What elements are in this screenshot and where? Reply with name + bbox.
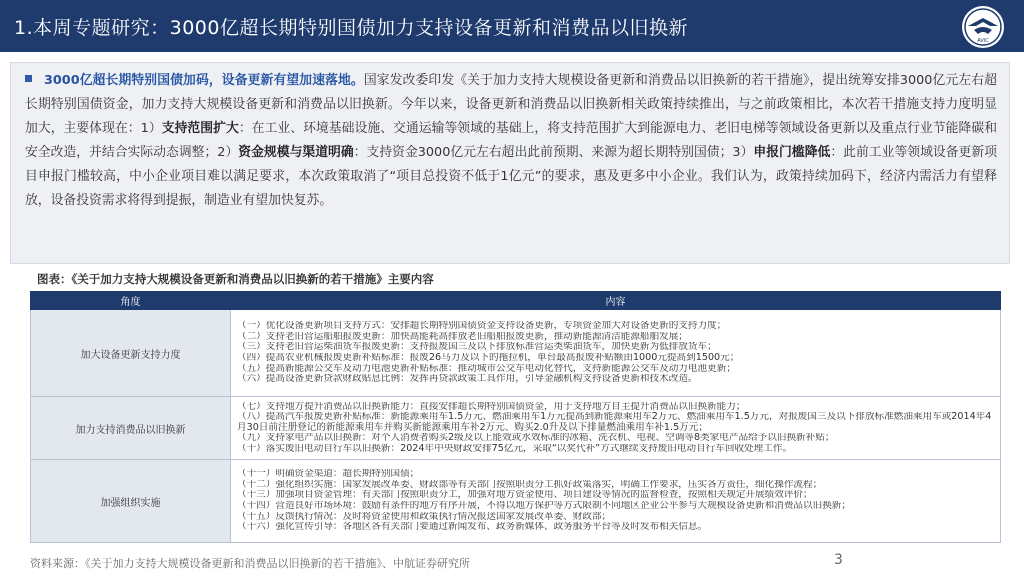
column-header-content: 内容: [231, 292, 1001, 310]
summary-text-1: 国家发改委印发《关于加力支持大规模设备更新和消费品以旧换新的若干措施》，提出统筹安排3000亿元左右超长期特别国债资金，加力支持大规模设备更新和消费品以旧换新。今年以来，设备更新和消费品以旧换新相关政策持续推出，与之前政策相比，本次若干措施支持力度明显加大，主要体现在：1）: [25, 73, 997, 136]
summary-paragraph: [25, 69, 997, 213]
measure-item: （二）支持老旧营运船舶报废更新：加快高能耗高排放老旧船舶报废更新，推动新能源清洁能源船舶发展；: [237, 331, 688, 342]
row-dimension: 加力支持消费品以旧换新: [31, 397, 231, 460]
summary-text-4: ：此前工业等领域设备更新项目申报门槛较高，中小企业项目难以满足要求，本次政策取消了“项目总投资不低于1亿元”的要求，惠及更多中小企业。我们认为，政策持续加码下，经济内需活力有望释放，设备投资需求将得到提振，制造业有望加快复苏。: [25, 145, 997, 208]
summary-keyword-2: 资金规模与渠道明确: [238, 145, 354, 160]
measure-item: （十六）强化宣传引导：各地区各有关部门要通过新闻发布、政务新媒体、政务服务平台等及时发布相关信息。: [237, 522, 708, 533]
avic-logo-icon: [960, 4, 1006, 50]
table-row: [31, 460, 1001, 543]
column-header-dimension: 角度: [31, 292, 231, 310]
summary-text-2: ：在工业、环境基础设施、交通运输等领域的基础上，将支持范围扩大到能源电力、老旧电梯等领域设备更新以及重点行业节能降碳和安全改造，并结合实际动态调整；2）: [25, 121, 997, 160]
row-content: [231, 460, 1001, 543]
measure-item: （十）落实废旧电动自行车以旧换新：2024年中央财政安排75亿元，采取“以奖代补”方式继续支持废旧电动自行车回收处理工作。: [237, 443, 793, 454]
measure-item: （四）提高农业机械报废更新补贴标准：报废26马力及以下的拖拉机，单台最高报废补贴额由1000元提高到1500元；: [237, 353, 740, 363]
measure-item: （一）优化设备更新项目支持方式：安排超长期特别国债资金支持设备更新，专项资金加大对设备更新的支持力度；: [237, 321, 727, 332]
measure-item: （十二）强化组织实施：国家发展改革委、财政部等有关部门按照职责分工抓好政策落实，明确工作要求，压实各方责任，细化操作流程；: [237, 479, 823, 490]
table-row: [31, 310, 1001, 397]
measure-item: （六）提高设备更新贷款财政贴息比例：发挥再贷款政策工具作用，引导金融机构支持设备更新和技术改造。: [237, 374, 698, 385]
measure-item: （十三）加强项目资金管理：有关部门按照职责分工，加强对地方资金使用、项目建设等情况的监督检查，按照相关规定开展绩效评价；: [237, 490, 813, 501]
row-dimension: 加大设备更新支持力度: [31, 310, 231, 397]
bullet-square-icon: [25, 75, 32, 82]
figure-caption: 图表：《关于加力支持大规模设备更新和消费品以旧换新的若干措施》主要内容: [37, 272, 434, 286]
row-content: [231, 397, 1001, 460]
summary-box: [10, 62, 1010, 264]
measure-item: （十五）反馈执行情况：及时将资金使用和政策执行情况报送国家发展改革委、财政部；: [237, 511, 612, 522]
page-number: 3: [834, 552, 843, 568]
measure-item: （七）支持地方提升消费品以旧换新能力：直接安排超长期特别国债资金，用于支持地方自主提升消费品以旧换新能力；: [237, 401, 746, 412]
table-row: [31, 397, 1001, 460]
summary-lead: 3000亿超长期特别国债加码，设备更新有望加速落地。: [44, 73, 364, 88]
row-dimension: 加强组织实施: [31, 460, 231, 543]
summary-keyword-3: 申报门槛降低: [753, 145, 831, 160]
measure-item: （三）支持老旧营运柴油货车报废更新：支持报废国三及以下排放标准营运类柴油货车，加快更新为低排放货车；: [237, 342, 717, 353]
table-header-row: [31, 292, 1001, 310]
page-title: 1.本周专题研究：3000亿超长期特别国债加力支持设备更新和消费品以旧换新: [14, 17, 688, 39]
logo-text: AVIC: [977, 38, 989, 44]
measure-item: （十一）明确资金渠道：超长期特别国债；: [237, 469, 420, 480]
measure-item: （十四）营造良好市场环境：鼓励有条件的地方有序开展，不得以地方保护等方式限制不同地区企业公平参与大规模设备更新和消费品以旧换新；: [237, 501, 851, 511]
measure-item: （八）提高汽车报废更新补贴标准：新能源乘用车1.5万元、燃油乘用车1万元提高到新能源乘用车2万元、燃油乘用车1.5万元，对报废国三及以下排放标准燃油乘用车或2014年4月30日前注册登记的新能源乘用车并购买新能源乘用车补2万元、购买2.0升及以下排量燃油乘用车补1.5万元；: [237, 412, 992, 433]
source-note: 资料来源：《关于加力支持大规模设备更新和消费品以旧换新的若干措施》、中航证券研究所: [30, 557, 470, 570]
measure-item: （九）支持家电产品以旧换新：对个人消费者购买2级及以上能效或水效标准的冰箱、洗衣机、电视、空调等8类家电产品给予以旧换新补贴；: [237, 433, 835, 444]
measure-item: （五）提高新能源公交车及动力电池更新补贴标准：推动城市公交车电动化替代，支持新能源公交车及动力电池更新；: [237, 363, 736, 374]
summary-keyword-1: 支持范围扩大: [161, 121, 239, 136]
row-content: [231, 310, 1001, 397]
summary-text-3: ：支持资金3000亿元左右超出此前预期、来源为超长期特别国债；3）: [353, 145, 754, 160]
page-header: [0, 0, 1024, 52]
measures-table: [30, 291, 1001, 543]
